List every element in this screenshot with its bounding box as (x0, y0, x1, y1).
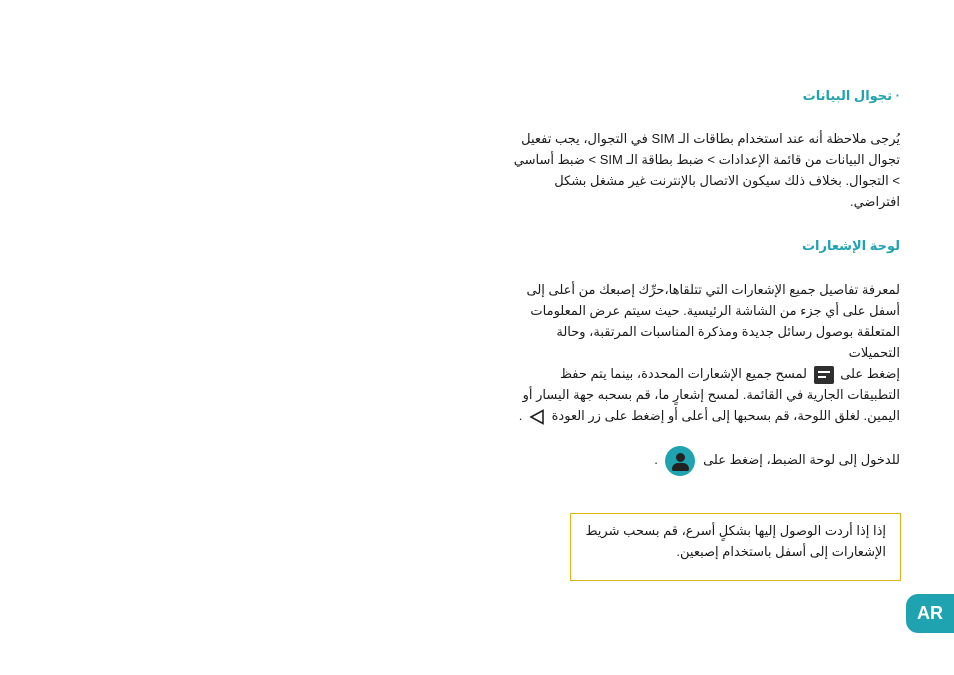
notifications-clear-text (510, 363, 900, 426)
roaming-text: يُرجى ملاحظة أنه عند استخدام بطاقات الـ SIM في التجوال، يجب تفعيل تجوال البيانات من قائمة الإعدادات > ضبط بطاقة الـ SIM > ضبط أساسي > التجوال. بخلاف ذلك سيكون الاتصال بالإنترنت غير مشغل بشكل افتراضي. (513, 131, 900, 209)
settings-end: . (654, 452, 658, 467)
clear-notifications-icon (814, 366, 834, 384)
clear-after: لمسح جميع الإشعارات المحددة، بينما يتم حفظ التطبيقات الجارية في القائمة. لمسح إشعارٍ ما، قم بسحبه جهة اليسار أو اليمين. لغلق اللوحة، قم بسحبها إلى أعلى أو إضغط على زر العودة (522, 366, 900, 423)
notifications-paragraph (510, 279, 900, 426)
tip-text: إذا إذا أردت الوصول إليها بشكلٍ أسرع، قم بسحب شريط الإشعارات إلى أسفل باستخدام إصبعين. (585, 523, 886, 559)
back-icon (529, 409, 545, 425)
settings-paragraph (510, 445, 900, 476)
language-tab: AR (906, 594, 954, 633)
settings-before: للدخول إلى لوحة الضبط، إضغط على (703, 452, 900, 467)
notifications-heading: لوحة الإشعارات (801, 238, 900, 253)
notifications-intro: لمعرفة تفاصيل جميع الإشعارات التي تتلقاها،حرِّك إصبعك من أعلى إلى أسفل على أي جزء من الشاشة الرئيسية. حيث سيتم عرض المعلومات المتعلقة بوصول رسائل جديدة ومذكرة المناسبات المرتقبة، وحالة التحميلات (526, 282, 900, 360)
clear-before: إضغط على (840, 366, 900, 381)
tip-box (570, 513, 901, 581)
clear-end: . (518, 408, 523, 423)
settings-line (510, 445, 900, 476)
roaming-heading: · تجوال البيانات (802, 88, 900, 103)
roaming-paragraph (510, 128, 900, 212)
settings-icon (665, 446, 695, 476)
